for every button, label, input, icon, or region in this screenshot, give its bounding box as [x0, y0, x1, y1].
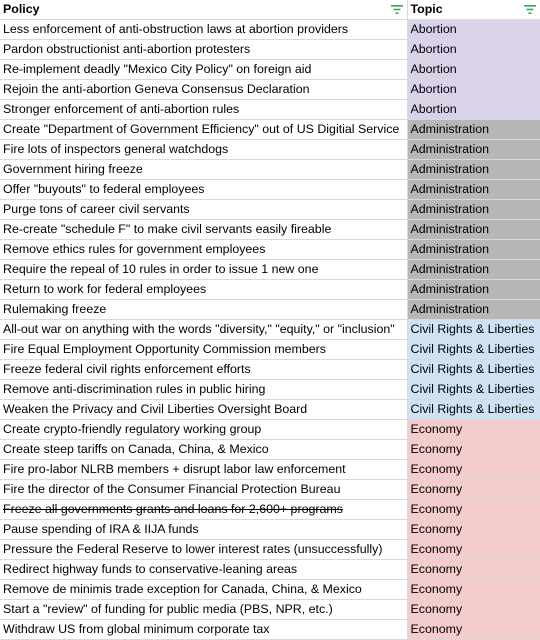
policy-text: Stronger enforcement of anti-abortion rules [3, 102, 240, 116]
table-row [0, 580, 540, 600]
topic-text: Economy [410, 622, 463, 636]
topic-cell[interactable] [407, 580, 540, 600]
table-row [0, 220, 540, 240]
policy-cell[interactable] [0, 220, 407, 240]
policy-text: Return to work for federal employees [3, 282, 207, 296]
topic-text: Economy [410, 482, 463, 496]
topic-cell[interactable] [407, 120, 540, 140]
policy-cell[interactable] [0, 140, 407, 160]
table-row [0, 160, 540, 180]
topic-text: Economy [410, 502, 463, 516]
policy-cell[interactable] [0, 520, 407, 540]
topic-cell[interactable] [407, 160, 540, 180]
policy-header-label: Policy [3, 2, 40, 16]
table-row [0, 460, 540, 480]
topic-text: Administration [410, 262, 490, 276]
topic-cell[interactable] [407, 240, 540, 260]
header-row [0, 0, 540, 20]
topic-cell[interactable] [407, 140, 540, 160]
table-body [0, 20, 540, 640]
topic-cell[interactable] [407, 600, 540, 620]
topic-text: Administration [410, 282, 490, 296]
topic-text: Abortion [410, 42, 457, 56]
table-row [0, 200, 540, 220]
policy-text: Re-create "schedule F" to make civil servants easily fireable [3, 222, 332, 236]
policy-text: Create "Department of Government Efficiency" out of US Digitial Service [3, 122, 400, 136]
policy-text: Pause spending of IRA & IIJA funds [3, 522, 199, 536]
policy-text: Rejoin the anti-abortion Geneva Consensus Declaration [3, 82, 310, 96]
topic-cell[interactable] [407, 480, 540, 500]
topic-cell[interactable] [407, 520, 540, 540]
policy-cell[interactable] [0, 40, 407, 60]
policy-text: Purge tons of career civil servants [3, 202, 190, 216]
table-row [0, 420, 540, 440]
topic-cell[interactable] [407, 460, 540, 480]
topic-cell[interactable] [407, 180, 540, 200]
policy-cell[interactable] [0, 160, 407, 180]
topic-text: Civil Rights & Liberties [410, 322, 535, 336]
filter-icon[interactable] [524, 4, 536, 15]
table-row [0, 480, 540, 500]
table-row [0, 540, 540, 560]
topic-column-header[interactable] [407, 0, 540, 20]
policy-cell[interactable] [0, 20, 407, 40]
policy-text: Create steep tariffs on Canada, China, & Mexico [3, 442, 269, 456]
table-row [0, 560, 540, 580]
policy-cell[interactable] [0, 460, 407, 480]
filter-icon[interactable] [391, 4, 403, 15]
policy-cell[interactable] [0, 440, 407, 460]
table-row [0, 260, 540, 280]
policy-cell[interactable] [0, 620, 407, 640]
topic-cell[interactable] [407, 60, 540, 80]
policy-cell[interactable] [0, 560, 407, 580]
topic-text: Economy [410, 462, 463, 476]
policy-cell[interactable] [0, 100, 407, 120]
topic-cell[interactable] [407, 560, 540, 580]
policy-cell[interactable] [0, 320, 407, 340]
policy-text: Rulemaking freeze [3, 302, 107, 316]
topic-cell[interactable] [407, 340, 540, 360]
policy-cell[interactable] [0, 500, 407, 520]
topic-cell[interactable] [407, 200, 540, 220]
table-row [0, 320, 540, 340]
policy-text: Pressure the Federal Reserve to lower interest rates (unsuccessfully) [3, 542, 383, 556]
policy-cell[interactable] [0, 300, 407, 320]
topic-text: Abortion [410, 22, 457, 36]
policy-text: Fire Equal Employment Opportunity Commission members [3, 342, 326, 356]
topic-cell[interactable] [407, 500, 540, 520]
topic-text: Abortion [410, 62, 457, 76]
policy-text: Re-implement deadly "Mexico City Policy" on foreign aid [3, 62, 312, 76]
table-row [0, 80, 540, 100]
topic-text: Civil Rights & Liberties [410, 382, 535, 396]
topic-text: Administration [410, 202, 490, 216]
topic-cell[interactable] [407, 260, 540, 280]
topic-cell[interactable] [407, 300, 540, 320]
topic-text: Economy [410, 582, 463, 596]
topic-text: Administration [410, 222, 490, 236]
policy-cell[interactable] [0, 540, 407, 560]
policy-text: Less enforcement of anti-obstruction laws at abortion providers [3, 22, 349, 36]
topic-cell[interactable] [407, 280, 540, 300]
table-row [0, 340, 540, 360]
table-row [0, 100, 540, 120]
topic-cell[interactable] [407, 320, 540, 340]
policy-text: Weaken the Privacy and Civil Liberties Oversight Board [3, 402, 308, 416]
policy-text: Withdraw US from global minimum corporate tax [3, 622, 270, 636]
topic-cell[interactable] [407, 100, 540, 120]
policy-cell[interactable] [0, 480, 407, 500]
topic-text: Economy [410, 522, 463, 536]
policy-text: Freeze federal civil rights enforcement efforts [3, 362, 251, 376]
topic-cell[interactable] [407, 540, 540, 560]
policy-text: Require the repeal of 10 rules in order to issue 1 new one [3, 262, 319, 276]
table-row [0, 400, 540, 420]
policy-text: All-out war on anything with the words "diversity," "equity," or "inclusion" [3, 322, 395, 336]
policy-text: Fire the director of the Consumer Financial Protection Bureau [3, 482, 341, 496]
table-row [0, 620, 540, 640]
table-row [0, 180, 540, 200]
policy-text: Fire lots of inspectors general watchdogs [3, 142, 229, 156]
table-row [0, 60, 540, 80]
policy-text: Remove ethics rules for government employees [3, 242, 266, 256]
table-row [0, 360, 540, 380]
policy-cell[interactable] [0, 340, 407, 360]
table-row [0, 520, 540, 540]
topic-text: Abortion [410, 102, 457, 116]
table-row [0, 240, 540, 260]
topic-text: Administration [410, 142, 490, 156]
policy-cell[interactable] [0, 180, 407, 200]
topic-text: Economy [410, 542, 463, 556]
topic-text: Civil Rights & Liberties [410, 402, 535, 416]
policy-text: Redirect highway funds to conservative-leaning areas [3, 562, 298, 576]
policy-text: Government hiring freeze [3, 162, 143, 176]
policy-cell[interactable] [0, 580, 407, 600]
policy-text: Freeze all governments grants and loans for 2,600+ programs [3, 502, 343, 516]
policy-cell[interactable] [0, 420, 407, 440]
topic-cell[interactable] [407, 20, 540, 40]
topic-cell[interactable] [407, 80, 540, 100]
table-row [0, 600, 540, 620]
topic-text: Abortion [410, 82, 457, 96]
topic-text: Civil Rights & Liberties [410, 362, 535, 376]
topic-cell[interactable] [407, 420, 540, 440]
policy-cell[interactable] [0, 80, 407, 100]
topic-cell[interactable] [407, 440, 540, 460]
topic-cell[interactable] [407, 40, 540, 60]
topic-text: Administration [410, 302, 490, 316]
policy-cell[interactable] [0, 240, 407, 260]
topic-text: Administration [410, 162, 490, 176]
policy-column-header[interactable] [0, 0, 407, 20]
topic-text: Economy [410, 442, 463, 456]
policy-text: Pardon obstructionist anti-abortion protesters [3, 42, 251, 56]
policy-cell[interactable] [0, 600, 407, 620]
topic-text: Administration [410, 182, 490, 196]
table-row [0, 20, 540, 40]
topic-cell[interactable] [407, 380, 540, 400]
topic-text: Economy [410, 602, 463, 616]
topic-text: Economy [410, 562, 463, 576]
table-row [0, 380, 540, 400]
policy-text: Fire pro-labor NLRB members + disrupt labor law enforcement [3, 462, 346, 476]
topic-cell[interactable] [407, 220, 540, 240]
policy-cell[interactable] [0, 400, 407, 420]
policy-cell[interactable] [0, 60, 407, 80]
table-row [0, 140, 540, 160]
table-row [0, 440, 540, 460]
policy-cell[interactable] [0, 360, 407, 380]
table-row [0, 120, 540, 140]
topic-header-label: Topic [410, 2, 443, 16]
policy-text: Remove anti-discrimination rules in public hiring [3, 382, 266, 396]
table-row [0, 300, 540, 320]
topic-cell[interactable] [407, 620, 540, 640]
policy-text: Create crypto-friendly regulatory working group [3, 422, 262, 436]
table-row [0, 500, 540, 520]
policy-cell[interactable] [0, 380, 407, 400]
topic-text: Administration [410, 122, 490, 136]
topic-text: Economy [410, 422, 463, 436]
policy-cell[interactable] [0, 200, 407, 220]
policy-text: Start a "review" of funding for public media (PBS, NPR, etc.) [3, 602, 333, 616]
policy-text: Remove de minimis trade exception for Canada, China, & Mexico [3, 582, 362, 596]
policy-text: Offer "buyouts" to federal employees [3, 182, 205, 196]
topic-text: Administration [410, 242, 490, 256]
policy-cell[interactable] [0, 120, 407, 140]
table-row [0, 280, 540, 300]
table-row [0, 40, 540, 60]
topic-text: Civil Rights & Liberties [410, 342, 535, 356]
topic-cell[interactable] [407, 400, 540, 420]
topic-cell[interactable] [407, 360, 540, 380]
policy-cell[interactable] [0, 260, 407, 280]
policy-cell[interactable] [0, 280, 407, 300]
